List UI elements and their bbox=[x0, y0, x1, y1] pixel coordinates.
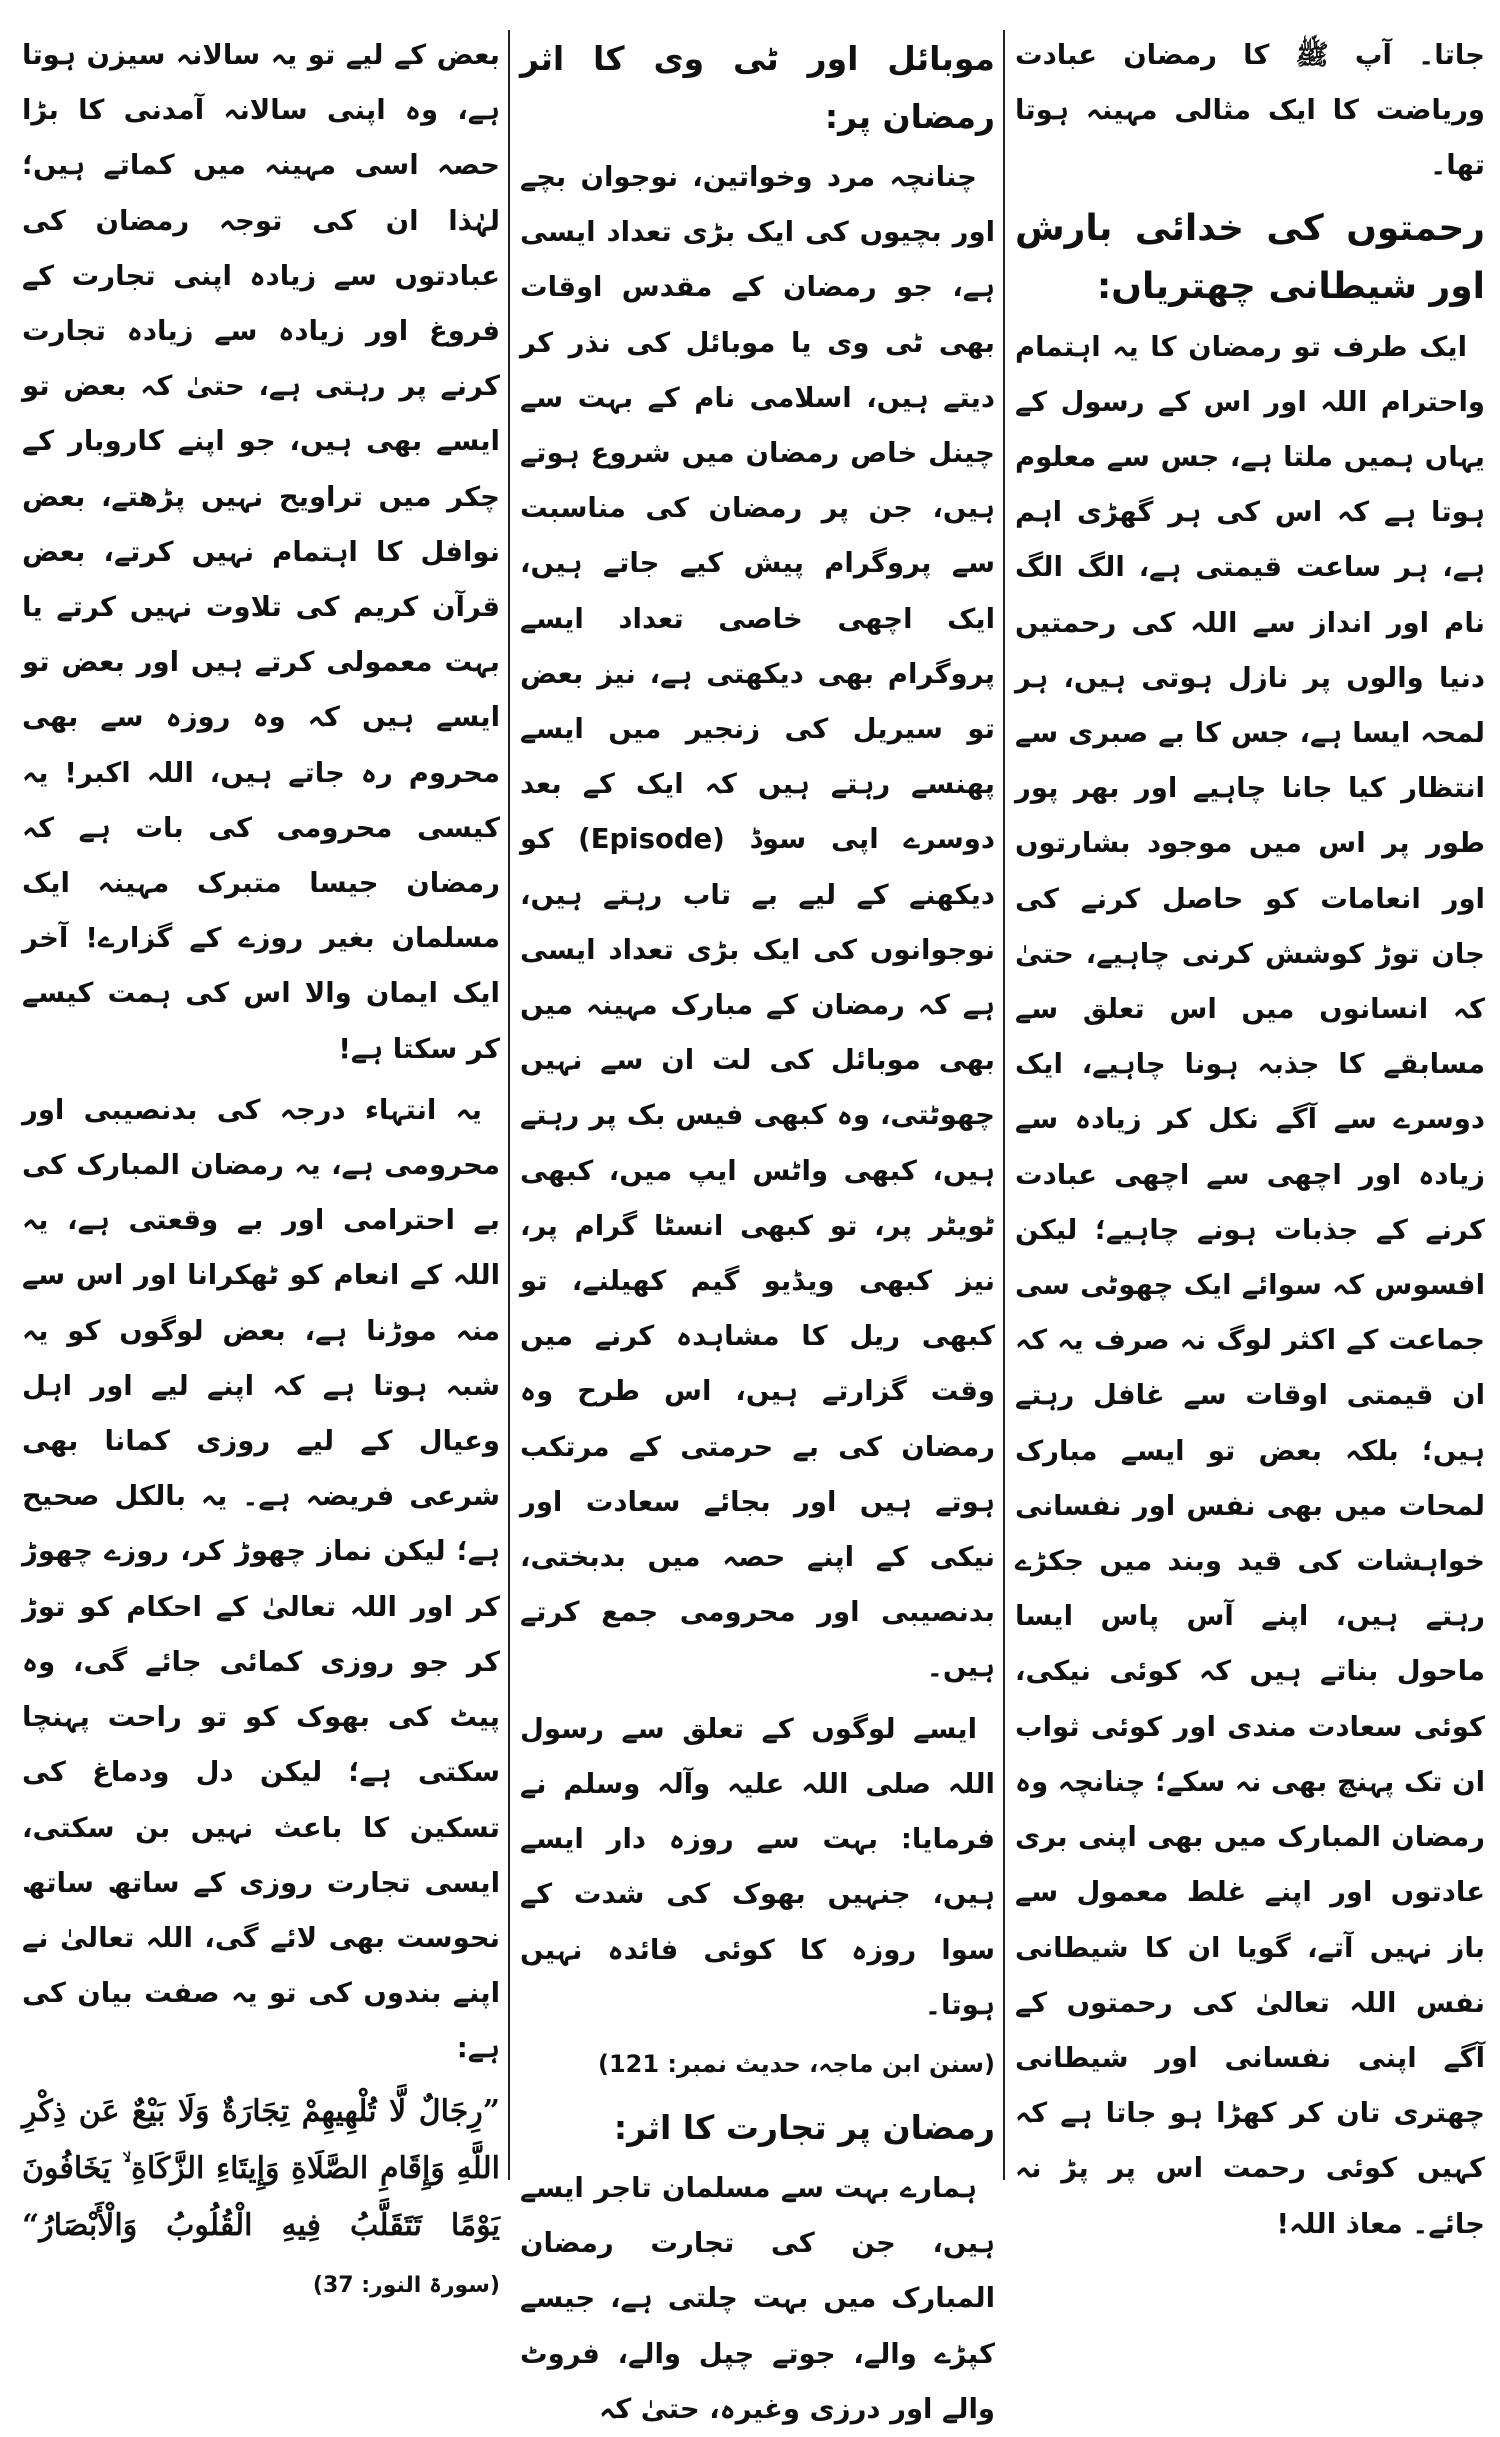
column-left bbox=[22, 28, 500, 2298]
column-divider bbox=[1003, 30, 1005, 2180]
section-heading: موبائل اور ٹی وی کا اثر رمضان پر: bbox=[520, 39, 995, 136]
paragraph: ہمارے بہت سے مسلمان تاجر ایسے ہیں، جن کی تجارت رمضان المبارک میں بہت چلتی ہے، جیسے کپڑے والے، جوتے چپل والے، فروٹ والے اور درزی وغیرہ، حتیٰ کہ bbox=[520, 2171, 995, 2425]
section-heading: رمضان پر تجارت کا اثر: bbox=[613, 2107, 995, 2147]
quran-verse-reference: (سورۃ النور: 37) bbox=[312, 2272, 500, 2298]
quran-verse bbox=[22, 2083, 500, 2314]
paragraph: جاتا۔ آپ ﷺ کا رمضان عبادت وریاضت کا ایک مثالی مہینہ ہوتا تھا۔ bbox=[1015, 39, 1485, 182]
paragraph: بعض کے لیے تو یہ سالانہ سیزن ہوتا ہے، وہ اپنی سالانہ آمدنی کا بڑا حصہ اسی مہینہ میں کماتے ہیں؛ لہٰذا ان کی توجہ رمضان کی عبادتوں سے زیادہ اپنی تجارت کے فروغ اور زیادہ سے زیادہ تجارت کرنے پر رہتی ہے، حتیٰ کہ بعض تو ایسے بھی ہیں، جو اپنے کاروبار کے چکر میں تراویح نہیں پڑھتے، بعض نوافل کا اہتمام نہیں کرتے، بعض قرآن کریم کی تلاوت نہیں کرتے یا بہت معمولی کرتے ہیں اور بعض تو ایسے ہیں کہ وہ روزہ سے بھی محروم رہ جاتے ہیں، اللہ اکبر! یہ کیسی محرومی کی بات ہے کہ رمضان جیسا متبرک مہینہ ایک مسلمان بغیر روزے کے گزارے! آخر ایک ایمان والا اس کی ہمت کیسے کر سکتا ہے! bbox=[22, 39, 500, 1065]
column-right bbox=[1015, 28, 1485, 2240]
section-heading: رحمتوں کی خدائی بارش اور شیطانی چھتریاں: bbox=[1015, 207, 1485, 307]
paragraph: ایسے لوگوں کے تعلق سے رسول اللہ صلی اللہ علیہ وآلہ وسلم نے فرمایا: بہت سے روزہ دار ایسے ہیں، جنہیں بھوک کی شدت کے سوا روزہ کا کوئی فائدہ نہیں ہوتا۔ bbox=[520, 1712, 995, 2021]
hadith-reference: (سنن ابن ماجہ، حدیث نمبر: 121) bbox=[597, 2049, 995, 2078]
paragraph: ایک طرف تو رمضان کا یہ اہتمام واحترام اللہ اور اس کے رسول کے یہاں ہمیں ملتا ہے، جس سے معلوم ہوتا ہے کہ اس کی ہر گھڑی اہم ہے، ہر ساعت قیمتی ہے، الگ الگ نام اور انداز سے اللہ کی رحمتیں دنیا والوں پر نازل ہوتی ہیں، ہر لمحہ ایسا ہے، جس کا بے صبری سے انتظار کیا جانا چاہیے اور بھر پور طور پر اس میں موجود بشارتوں اور انعامات کو حاصل کرنے کی جان توڑ کوشش کرنی چاہیے، حتیٰ کہ انسانوں میں اس تعلق سے مسابقے کا جذبہ ہونا چاہیے، ایک دوسرے سے آگے نکل کر زیادہ سے زیادہ اور اچھی سے اچھی عبادت کرنے کے جذبات ہونے چاہیے؛ لیکن افسوس کہ سوائے ایک چھوٹی سی جماعت کے اکثر لوگ نہ صرف یہ کہ ان قیمتی اوقات سے غافل رہتے ہیں؛ بلکہ بعض تو ایسے مبارک لمحات میں بھی نفس اور نفسانی خواہشات کی قید وبند میں جکڑے رہتے ہیں، اپنے آس پاس ایسا ماحول بناتے ہیں کہ کوئی نیکی، کوئی سعادت مندی اور کوئی ثواب ان تک پہنچ بھی نہ سکے؛ چنانچہ وہ رمضان المبارک میں بھی اپنی بری عادتوں اور اپنے غلط معمول سے باز نہیں آتے، گویا ان کا شیطانی نفس اللہ تعالیٰ کی رحمتوں کے آگے اپنی نفسانی اور شیطانی چھتری تان کر کھڑا ہو جاتا ہے کہ کہیں کوئی رحمت اس پر پڑ نہ جائے۔ معاذ اللہ! bbox=[1015, 330, 1485, 2240]
quran-verse-text: ”رِجَالٌ لَّا تُلْهِيهِمْ تِجَارَةٌ وَلَا بَيْعٌ عَن ذِكْرِ اللَّهِ وَإِقَامِ الصَّلَاةِ وَإِيتَاءِ الزَّكَاةِ ۙ يَخَافُونَ يَوْمًا تَتَقَلَّبُ فِيهِ الْقُلُوبُ وَالْأَبْصَارُ“ bbox=[22, 2093, 500, 2243]
column-divider bbox=[508, 30, 510, 2180]
paragraph: یہ انتہاء درجہ کی بدنصیبی اور محرومی ہے، یہ رمضان المبارک کی بے احترامی اور بے وقعتی ہے، یہ اللہ کے انعام کو ٹھکرانا اور اس سے منہ موڑنا ہے، بعض لوگوں کو یہ شبہ ہوتا ہے کہ اپنے لیے اور اہل وعیال کے لیے روزی کمانا بھی شرعی فریضہ ہے۔ یہ بالکل صحیح ہے؛ لیکن نماز چھوڑ کر، روزے چھوڑ کر اور اللہ تعالیٰ کے احکام کو توڑ کر جو روزی کمائی جائے گی، وہ پیٹ کی بھوک کو تو راحت پہنچا سکتی ہے؛ لیکن دل ودماغ کی تسکین کا باعث نہیں بن سکتی، ایسی تجارت روزی کے ساتھ ساتھ نحوست بھی لائے گی، اللہ تعالیٰ نے اپنے بندوں کی تو یہ صفت بیان کی ہے: bbox=[22, 1093, 500, 2065]
paragraph: چنانچہ مرد وخواتین، نوجوان بچے اور بچیوں کی ایک بڑی تعداد ایسی ہے، جو رمضان کے مقدس اوقات بھی ٹی وی یا موبائل کی نذر کر دیتے ہیں، اسلامی نام کے بہت سے چینل خاص رمضان میں شروع ہوتے ہیں، جن پر رمضان کی مناسبت سے پروگرام پیش کیے جاتے ہیں، ایک اچھی خاصی تعداد ایسے پروگرام بھی دیکھتی ہے، نیز بعض تو سیریل کی زنجیر میں ایسے پھنسے رہتے ہیں کہ ایک کے بعد دوسرے اپی سوڈ (Episode) کو دیکھنے کے لیے بے تاب رہتے ہیں، نوجوانوں کی ایک بڑی تعداد ایسی ہے کہ رمضان کے مبارک مہینہ میں بھی موبائل کی لت ان سے نہیں چھوٹتی، وہ کبھی فیس بک پر رہتے ہیں، کبھی واٹس ایپ میں، کبھی ٹویٹر پر، تو کبھی انسٹا گرام پر، نیز کبھی ویڈیو گیم کھیلنے، تو کبھی ریل کا مشاہدہ کرنے میں وقت گزارتے ہیں، اس طرح وہ رمضان کی بے حرمتی کے مرتکب ہوتے ہیں اور بجائے سعادت اور نیکی کے اپنے حصہ میں بدبختی، بدنصیبی اور محرومی جمع کرتے ہیں۔ bbox=[520, 161, 995, 1684]
column-middle bbox=[520, 28, 995, 2425]
